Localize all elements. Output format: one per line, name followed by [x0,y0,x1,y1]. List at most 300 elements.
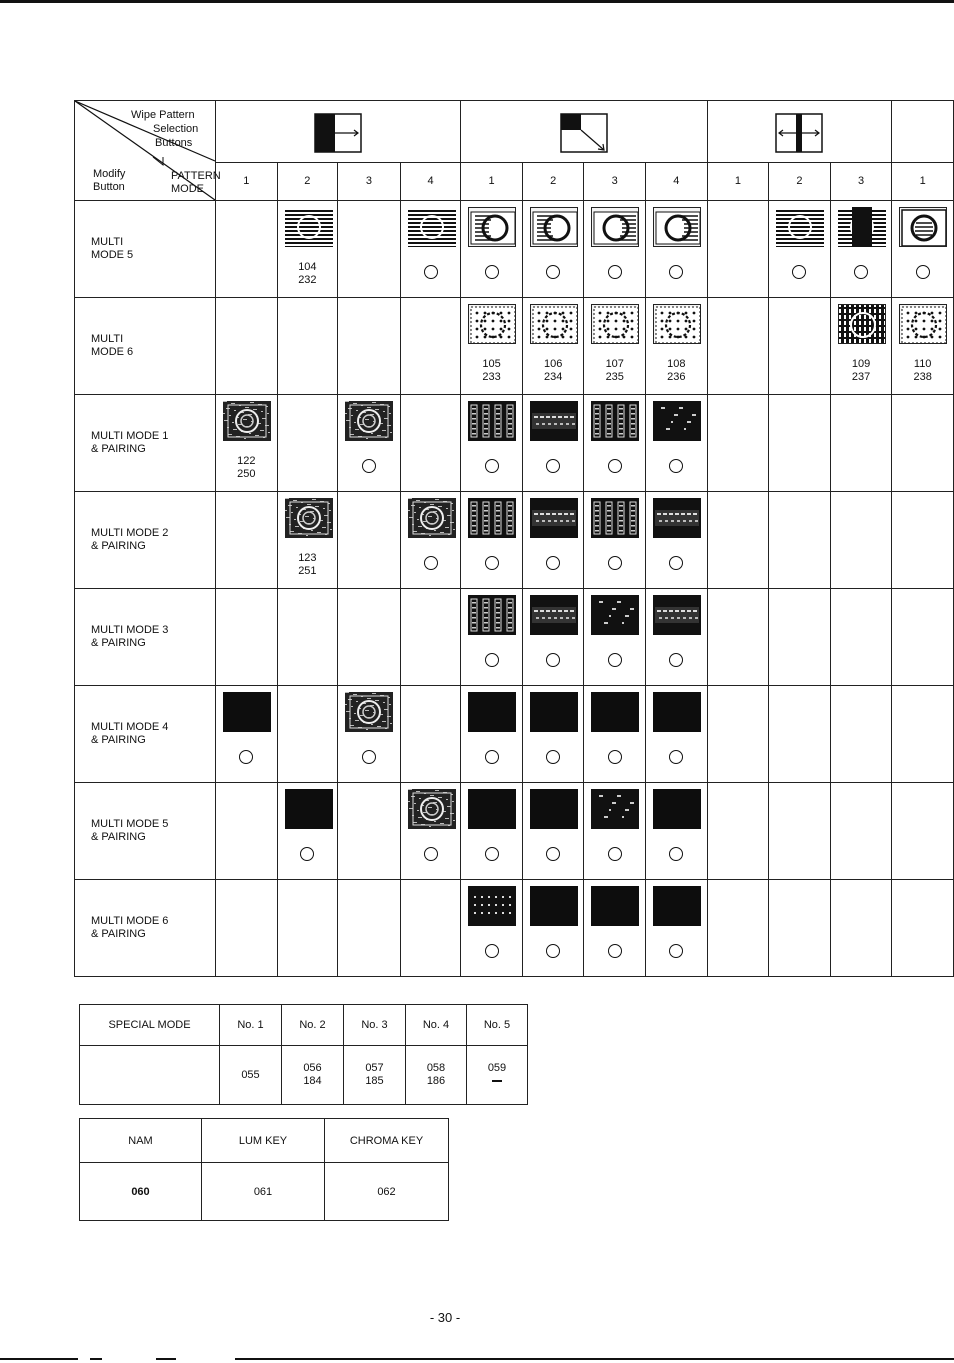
pattern-cell[interactable] [400,783,461,880]
lum-key-header: LUM KEY [202,1119,325,1163]
special-no3-header: No. 3 [344,1005,406,1046]
pattern-cell [400,686,461,783]
available-circle-icon [608,459,622,473]
pattern-code-primary: 107 [605,358,624,370]
pattern-cell[interactable] [522,395,584,492]
pattern-cell [892,880,954,977]
wipe-thumbnail [653,207,701,247]
special-code-alt: 184 [303,1075,322,1087]
available-circle-icon [608,944,622,958]
special-no5-header: No. 5 [467,1005,528,1046]
pattern-cell [769,492,831,589]
wipe-thumbnail [591,595,639,635]
pattern-mode-header: 2 [769,162,831,200]
table-row [75,298,954,395]
wipe-thumbnail [591,886,639,926]
row-label [75,880,216,977]
bottom-rule-segment [235,1358,954,1360]
pattern-cell [707,201,769,298]
pattern-cell[interactable] [584,201,646,298]
row-label-line: & PAIRING [91,443,146,455]
wipe-thumbnail [776,207,824,247]
pattern-code-secondary: 237 [851,371,871,383]
chroma-key-header: CHROMA KEY [325,1119,449,1163]
pattern-cell [707,589,769,686]
pattern-cell[interactable] [584,686,646,783]
special-code: 058 [426,1062,446,1074]
wipe-thumbnail [345,401,393,441]
pattern-cell[interactable] [461,492,523,589]
wipe-thumbnail [899,207,947,247]
pattern-code-primary: 106 [543,358,563,370]
pattern-cell[interactable] [830,201,892,298]
pattern-cell [400,298,461,395]
special-code-alt: 186 [426,1075,446,1087]
pattern-code-secondary: 232 [298,274,317,286]
pattern-cell [707,492,769,589]
available-circle-icon [485,265,499,279]
pattern-cell [830,589,892,686]
pattern-cell [769,589,831,686]
wipe-thumbnail [408,207,456,247]
pattern-cell [769,395,831,492]
special-no2-header: No. 2 [282,1005,344,1046]
pattern-code-secondary: 236 [667,371,686,383]
pattern-cell [400,589,461,686]
pattern-mode-header: 3 [338,162,401,200]
table-row [75,880,954,977]
pattern-cell[interactable] [522,492,584,589]
pattern-cell[interactable] [461,589,523,686]
available-circle-icon [546,750,560,764]
pattern-cell [892,686,954,783]
pattern-cell[interactable] [522,201,584,298]
pattern-cell [338,589,401,686]
available-circle-icon [485,459,499,473]
pattern-cell [216,298,278,395]
pattern-label: PATTERN [171,170,221,182]
table-row [75,589,954,686]
table-row [75,492,954,589]
pattern-cell [707,880,769,977]
pattern-cell [892,589,954,686]
pattern-code-secondary: 238 [913,371,932,383]
available-circle-icon [485,847,499,861]
available-circle-icon [608,265,622,279]
pattern-cell [216,783,278,880]
pattern-cell[interactable] [646,589,708,686]
special-no1-header: No. 1 [220,1005,282,1046]
pattern-cell [769,783,831,880]
wipe-thumbnail [591,401,639,441]
pattern-cell[interactable] [584,880,646,977]
row-label [75,201,216,298]
mode-label: MODE [171,183,204,195]
pattern-code-primary: 122 [237,455,256,467]
pattern-cell[interactable] [646,298,708,395]
row-label-line: MULTI MODE 2 [91,527,169,539]
pattern-mode-header: 1 [461,162,523,200]
available-circle-icon [485,556,499,570]
available-circle-icon [300,847,314,861]
available-circle-icon [424,847,438,861]
wipe-thumbnail [530,595,578,635]
row-label-line: MULTI MODE 3 [91,624,169,636]
special-no5-value [467,1046,528,1105]
pattern-code-primary: 109 [851,358,871,370]
pattern-cell[interactable] [646,395,708,492]
pattern-code [523,358,584,384]
selection-label: Selection [153,123,199,135]
wipe-thumbnail [838,304,886,344]
pattern-code-primary: 108 [667,358,686,370]
pattern-cell [338,492,401,589]
pattern-cell[interactable] [461,880,523,977]
row-label [75,686,216,783]
row-label-line: & PAIRING [91,831,146,843]
pattern-cell [830,492,892,589]
pattern-cell[interactable] [522,783,584,880]
top-rule [0,0,954,3]
pattern-cell [769,686,831,783]
pattern-code-primary: 123 [298,552,317,564]
wipe-thumbnail [838,207,886,247]
pattern-code [584,358,645,384]
page-number: - 30 - [429,1310,461,1325]
wipe-thumbnail [468,304,516,344]
pattern-cell[interactable] [830,298,892,395]
nam-value: 060 [80,1163,202,1221]
available-circle-icon [792,265,806,279]
wipe-thumbnail [468,595,516,635]
pattern-cell[interactable] [461,783,523,880]
available-circle-icon [424,556,438,570]
wipe-thumbnail [653,595,701,635]
pattern-cell[interactable] [400,201,461,298]
wipe-thumbnail [223,692,271,732]
available-circle-icon [546,265,560,279]
pattern-mode-header: 4 [646,162,708,200]
wipe-thumbnail [468,886,516,926]
bottom-rule-segment [90,1358,102,1360]
wipe-group-2[interactable] [461,101,707,163]
row-label [75,492,216,589]
row-label-line: MULTI MODE 5 [91,818,169,830]
pattern-code-secondary: 251 [298,565,317,577]
pattern-cell [216,492,278,589]
row-label-line: MULTI MODE 6 [91,915,169,927]
wipe-left-icon [314,113,362,153]
row-label [75,395,216,492]
pattern-cell [892,395,954,492]
wipe-thumbnail [530,207,578,247]
pattern-cell[interactable] [277,201,338,298]
wipe-thumbnail [468,498,516,538]
pattern-cell[interactable] [892,201,954,298]
wipe-group-3[interactable] [707,101,892,163]
available-circle-icon [546,847,560,861]
wipe-thumbnail [285,789,333,829]
pattern-cell[interactable] [769,201,831,298]
available-circle-icon [362,459,376,473]
wipe-thumbnail [408,789,456,829]
wipe-thumbnail [591,692,639,732]
pattern-cell [769,298,831,395]
pattern-mode-header: 2 [277,162,338,200]
row-label [75,298,216,395]
pattern-cell [277,686,338,783]
table-row [75,201,954,298]
wipe-thumbnail [653,498,701,538]
pattern-cell [707,395,769,492]
row-label-line: & PAIRING [91,928,146,940]
wipe-thumbnail [653,886,701,926]
pattern-cell [338,880,401,977]
pattern-code [461,358,522,384]
pattern-cell[interactable] [277,492,338,589]
special-no4-header: No. 4 [406,1005,467,1046]
wipe-thumbnail [468,692,516,732]
pattern-code-primary: 105 [482,358,501,370]
special-code: 059 [487,1062,507,1074]
pattern-cell[interactable] [646,201,708,298]
available-circle-icon [424,265,438,279]
wipe-thumbnail [285,207,333,247]
pattern-cell[interactable] [461,686,523,783]
pattern-code [892,358,953,384]
pattern-code [278,261,338,287]
pattern-cell[interactable] [584,589,646,686]
row-label-line: MULTI [91,236,124,248]
wipe-thumbnail [530,401,578,441]
row-label-line: MULTI MODE 1 [91,430,169,442]
pattern-mode-header: 1 [216,162,278,200]
wipe-thumbnail [591,207,639,247]
pattern-cell[interactable] [646,686,708,783]
available-circle-icon [669,459,683,473]
pattern-cell [338,298,401,395]
special-code: 055 [241,1068,260,1081]
special-code-alt: 185 [365,1075,384,1087]
pattern-code-secondary: 250 [237,468,256,480]
available-circle-icon [239,750,253,764]
table-row [75,686,954,783]
modify-label: Modify [93,168,126,180]
special-mode-label: SPECIAL MODE [80,1005,220,1046]
wipe-thumbnail [591,498,639,538]
pattern-code-primary: 104 [298,261,317,273]
row-label-line: MODE 6 [91,346,134,358]
pattern-cell [769,880,831,977]
row-label-line: MULTI MODE 4 [91,721,169,733]
available-circle-icon [669,653,683,667]
pattern-cell[interactable] [216,686,278,783]
special-blank-cell [80,1046,220,1105]
pattern-cell [338,201,401,298]
pattern-cell [830,880,892,977]
special-code: 056 [303,1062,322,1074]
wipe-thumbnail [468,789,516,829]
key-mode-table [79,1118,449,1221]
wipe-thumbnail [468,207,516,247]
pattern-code-secondary: 235 [605,371,624,383]
available-circle-icon [546,459,560,473]
special-mode-table [79,1004,528,1105]
table-row [75,783,954,880]
pattern-cell [400,880,461,977]
nam-header: NAM [80,1119,202,1163]
wipe-thumbnail [530,304,578,344]
header-corner [75,101,221,201]
special-no4-value [406,1046,467,1105]
pattern-cell [277,395,338,492]
pattern-cell[interactable] [584,783,646,880]
pattern-cell[interactable] [584,395,646,492]
pattern-code [216,455,277,481]
wipe-group-1[interactable] [216,101,461,163]
available-circle-icon [916,265,930,279]
wipe-thumbnail [653,692,701,732]
available-circle-icon [854,265,868,279]
special-no3-value [344,1046,406,1105]
wipe-thumbnail [591,789,639,829]
pattern-cell [707,783,769,880]
available-circle-icon [546,556,560,570]
pattern-cell [400,395,461,492]
button-label: Button [93,181,125,193]
pattern-cell [892,783,954,880]
wipe-thumbnail [408,498,456,538]
pattern-cell[interactable] [338,686,401,783]
wipe-thumbnail [530,692,578,732]
pattern-code [278,552,338,578]
pattern-cell[interactable] [522,298,584,395]
available-circle-icon [485,750,499,764]
pattern-cell [830,783,892,880]
pattern-cell[interactable] [522,589,584,686]
pattern-cell[interactable] [461,201,523,298]
pattern-cell[interactable] [584,298,646,395]
pattern-cell [277,880,338,977]
wipe-thumbnail [530,789,578,829]
available-circle-icon [362,750,376,764]
wipe-thumbnail [653,401,701,441]
pattern-cell[interactable] [461,298,523,395]
row-label-line: MULTI [91,333,124,345]
pattern-mode-header: 1 [707,162,769,200]
available-circle-icon [485,944,499,958]
available-circle-icon [669,556,683,570]
pattern-cell [707,686,769,783]
available-circle-icon [669,847,683,861]
wipe-thumbnail [223,401,271,441]
pattern-cell[interactable] [277,783,338,880]
pattern-cell [277,589,338,686]
pattern-cell[interactable] [646,880,708,977]
available-circle-icon [546,944,560,958]
wipe-pattern-label: Wipe Pattern [131,109,195,121]
pattern-cell [707,298,769,395]
wipe-thumbnail [468,401,516,441]
pattern-cell [892,492,954,589]
pattern-cell[interactable] [892,298,954,395]
pattern-code [831,358,892,384]
pattern-mode-header: 3 [830,162,892,200]
special-no1-value [220,1046,282,1105]
pattern-cell [216,201,278,298]
available-circle-icon [608,556,622,570]
pattern-mode-header: 1 [892,162,954,200]
pattern-cell[interactable] [522,880,584,977]
pattern-cell[interactable] [646,492,708,589]
pattern-cell [216,880,278,977]
row-label-line: & PAIRING [91,734,146,746]
available-circle-icon [608,847,622,861]
row-label [75,589,216,686]
pattern-cell [830,395,892,492]
row-label-line: & PAIRING [91,540,146,552]
pattern-cell[interactable] [584,492,646,589]
bottom-rule-segment [0,1358,78,1360]
pattern-cell[interactable] [646,783,708,880]
pattern-code-secondary: 233 [482,371,501,383]
available-circle-icon [608,750,622,764]
available-circle-icon [608,653,622,667]
special-code: 057 [365,1062,384,1074]
pattern-cell [216,589,278,686]
wipe-cross-icon [775,113,823,153]
row-label-line: & PAIRING [91,637,146,649]
pattern-cell[interactable] [216,395,278,492]
available-circle-icon [485,653,499,667]
row-label [75,783,216,880]
available-circle-icon [669,750,683,764]
wipe-thumbnail [653,789,701,829]
pattern-mode-header: 3 [584,162,646,200]
pattern-cell [830,686,892,783]
pattern-cell [277,298,338,395]
pattern-cell[interactable] [338,395,401,492]
wipe-thumbnail [285,498,333,538]
wipe-thumbnail [653,304,701,344]
wipe-group-4[interactable] [892,101,954,163]
wipe-thumbnail [345,692,393,732]
table-row [75,395,954,492]
wipe-thumbnail [530,886,578,926]
pattern-cell [338,783,401,880]
available-circle-icon [546,653,560,667]
lum-key-value: 061 [202,1163,325,1221]
row-label-line: MODE 5 [91,249,134,261]
buttons-label: Buttons [155,137,193,149]
wipe-thumbnail [591,304,639,344]
pattern-mode-header: 4 [400,162,461,200]
wipe-thumbnail [899,304,947,344]
wipe-pattern-table [74,100,954,977]
wipe-thumbnail [530,498,578,538]
pattern-code-primary: 110 [913,358,932,370]
pattern-code [646,358,707,384]
pattern-code-secondary: 234 [543,371,563,383]
pattern-cell[interactable] [461,395,523,492]
pattern-mode-header: 2 [522,162,584,200]
dash-mark [492,1080,502,1082]
pattern-cell[interactable] [522,686,584,783]
pattern-cell[interactable] [400,492,461,589]
special-no2-value [282,1046,344,1105]
chroma-key-value: 062 [325,1163,449,1221]
available-circle-icon [669,265,683,279]
